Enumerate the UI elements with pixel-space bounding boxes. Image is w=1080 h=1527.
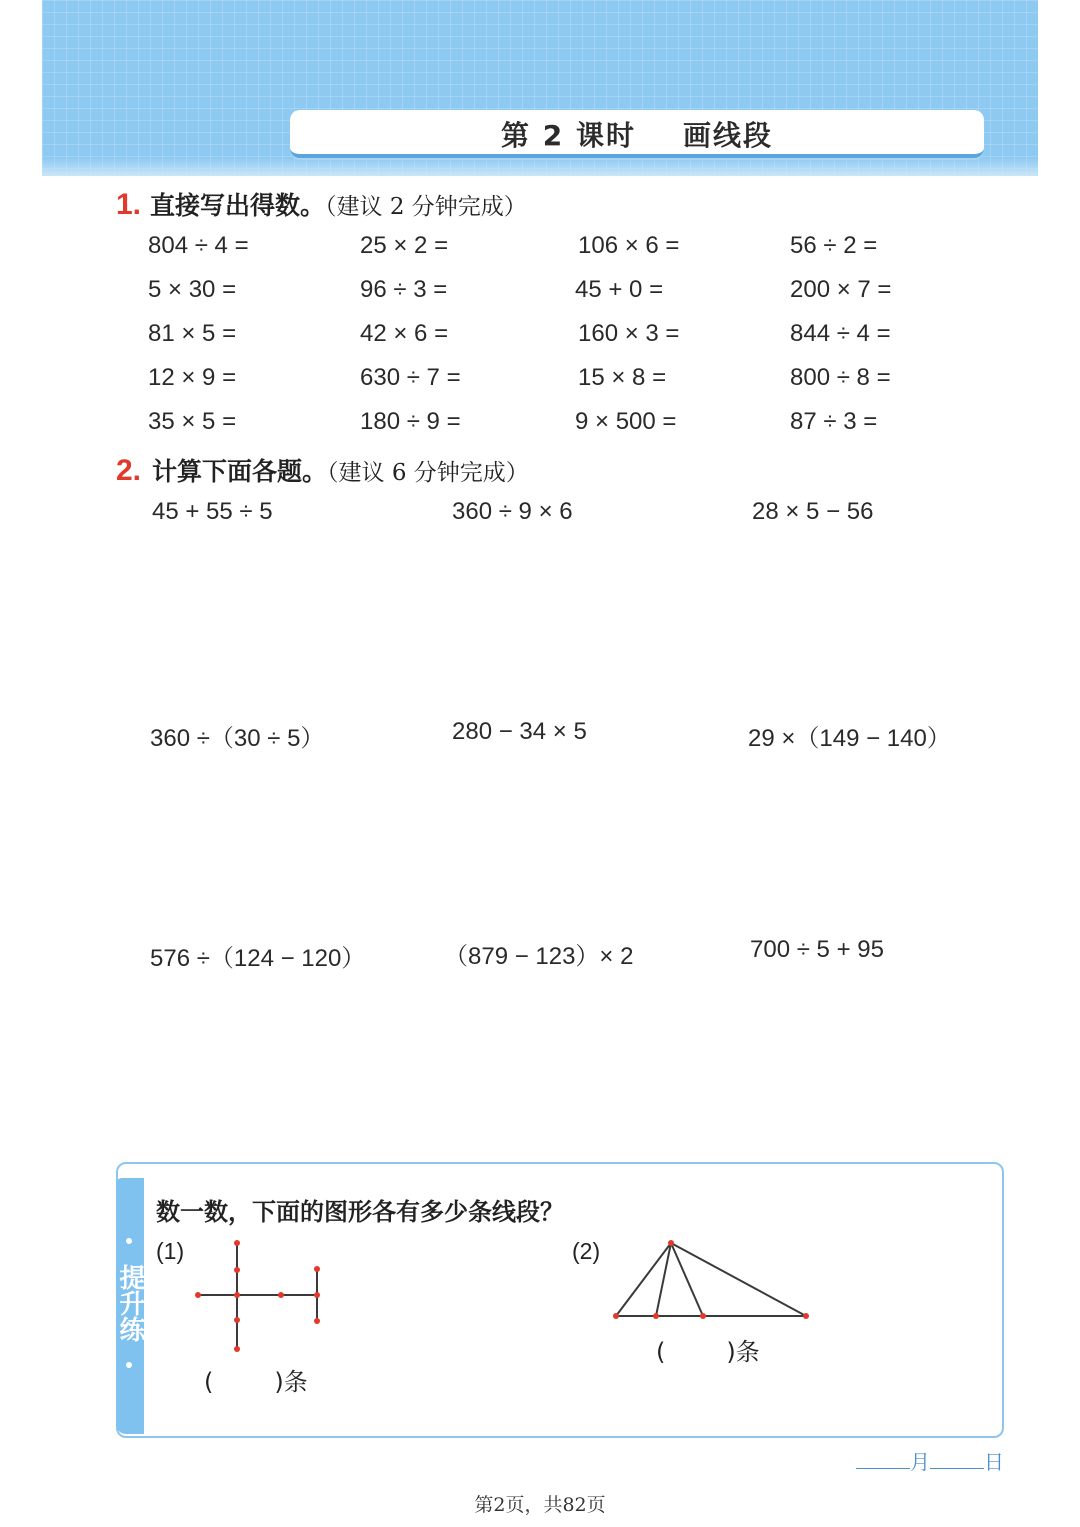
oral-problem: 844 ÷ 4 = xyxy=(790,320,891,347)
figure2-segments xyxy=(616,1243,806,1316)
section1-hint: （建议 2 分钟完成） xyxy=(325,194,527,220)
oral-problem: 180 ÷ 9 = xyxy=(360,408,461,435)
section2-number: 2. xyxy=(116,454,142,487)
point xyxy=(314,1318,320,1324)
point xyxy=(314,1266,320,1272)
oral-problem: 45 + 0 = xyxy=(575,276,664,303)
calc-problem: 45 + 55 ÷ 5 xyxy=(152,498,273,525)
oral-problem: 106 × 6 = xyxy=(578,232,680,259)
figure1-label: (1) xyxy=(156,1238,185,1264)
month-blank[interactable] xyxy=(856,1450,910,1469)
oral-problem: 5 × 30 = xyxy=(148,276,237,303)
lesson-title: 第 2 课时 画线段 xyxy=(501,119,773,152)
calc-problem: 576 ÷（124 − 120） xyxy=(150,945,366,972)
page-footer: 第2页，共82页 xyxy=(474,1494,606,1516)
point xyxy=(700,1313,706,1319)
figure1-answer-blank[interactable]: ( )条 xyxy=(204,1368,308,1396)
oral-problem: 200 × 7 = xyxy=(790,276,892,303)
date-field[interactable] xyxy=(856,1446,1004,1475)
oral-problem: 87 ÷ 3 = xyxy=(790,408,878,435)
practice-question: 数一数，下面的图形各有多少条线段？ xyxy=(156,1198,564,1226)
point xyxy=(803,1313,809,1319)
oral-problem: 630 ÷ 7 = xyxy=(360,364,461,391)
oral-problem: 12 × 9 = xyxy=(148,364,237,391)
point xyxy=(234,1292,240,1298)
point xyxy=(234,1240,240,1246)
figure2-label: (2) xyxy=(572,1238,601,1264)
calc-problem: （879 − 123）× 2 xyxy=(444,943,634,970)
point xyxy=(314,1292,320,1298)
point xyxy=(653,1313,659,1319)
section1-title: 直接写出得数。 xyxy=(150,191,326,220)
point xyxy=(234,1267,240,1273)
practice-tab-label: 提升练 xyxy=(115,1264,145,1342)
oral-problem: 42 × 6 = xyxy=(360,320,449,347)
calc-problem: 700 ÷ 5 + 95 xyxy=(750,936,884,963)
oral-problem: 160 × 3 = xyxy=(578,320,680,347)
figure1-segments xyxy=(198,1242,317,1350)
calc-problem: 360 ÷ 9 × 6 xyxy=(452,498,573,525)
section1-number: 1. xyxy=(116,188,142,221)
figure2-edge xyxy=(671,1243,703,1316)
point xyxy=(613,1313,619,1319)
point xyxy=(278,1292,284,1298)
oral-problem: 81 × 5 = xyxy=(148,320,237,347)
point xyxy=(668,1240,674,1246)
oral-problem: 9 × 500 = xyxy=(575,408,677,435)
section2-hint: （建议 6 分钟完成） xyxy=(327,460,529,486)
day-label: 日 xyxy=(984,1450,1004,1474)
calc-problem: 29 ×（149 − 140） xyxy=(748,725,951,752)
point xyxy=(195,1292,201,1298)
oral-problem: 15 × 8 = xyxy=(578,364,667,391)
calc-problem: 360 ÷（30 ÷ 5） xyxy=(150,725,325,752)
calc-problem: 28 × 5 − 56 xyxy=(752,498,874,525)
oral-problem: 804 ÷ 4 = xyxy=(148,232,249,259)
oral-problem: 35 × 5 = xyxy=(148,408,237,435)
calc-problem: 280 − 34 × 5 xyxy=(452,718,587,745)
oral-problem: 800 ÷ 8 = xyxy=(790,364,891,391)
point xyxy=(234,1317,240,1323)
section2-title: 计算下面各题。 xyxy=(152,457,328,486)
month-label: 月 xyxy=(910,1450,930,1474)
oral-problem: 25 × 2 = xyxy=(360,232,449,259)
oral-problem: 56 ÷ 2 = xyxy=(790,232,878,259)
oral-problem: 96 ÷ 3 = xyxy=(360,276,448,303)
day-blank[interactable] xyxy=(930,1450,984,1469)
figure2-answer-blank[interactable]: ( )条 xyxy=(656,1338,760,1366)
point xyxy=(234,1346,240,1352)
figure2-edge xyxy=(671,1243,806,1316)
